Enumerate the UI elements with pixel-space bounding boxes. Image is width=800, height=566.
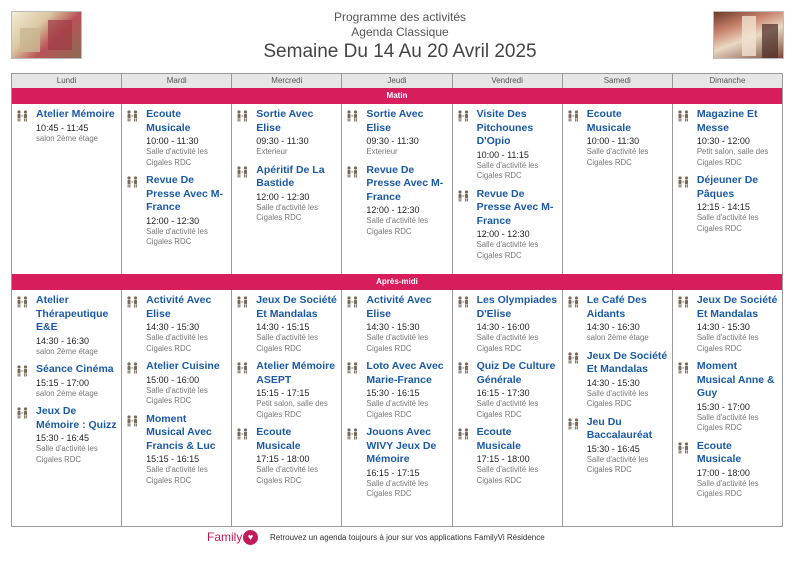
activity-item[interactable]	[346, 294, 447, 354]
activity-location: Exterieur	[366, 147, 398, 156]
heart-logo-icon: ♥	[243, 530, 258, 545]
activity-item[interactable]	[346, 360, 447, 420]
activity-title[interactable]: Magazine Et Messe	[696, 108, 758, 134]
activity-location: Salle d'activité les Cigales RDC	[476, 399, 539, 419]
activity-item[interactable]	[16, 405, 117, 465]
activity-title[interactable]: Revue De Presse Avec M-France	[366, 163, 444, 203]
activity-item[interactable]	[457, 108, 558, 182]
activity-time: 16:15 - 17:30	[476, 388, 530, 398]
activity-people-icon	[16, 296, 30, 357]
day-cell	[452, 290, 562, 526]
activity-time: 15:00 - 16:00	[146, 374, 200, 385]
activity-title[interactable]: Jeu Du Baccalauréat	[586, 415, 653, 441]
activity-people-icon	[677, 176, 691, 234]
activity-title[interactable]: Jeux De Société Et Mandalas	[256, 294, 337, 320]
activity-location: Salle d'activité les Cigales RDC	[696, 333, 759, 353]
activity-time: 10:00 - 11:30	[586, 136, 640, 146]
activity-people-icon	[677, 296, 691, 354]
activity-people-icon	[126, 176, 140, 248]
day-header: Jeudi	[341, 74, 451, 88]
activity-people-icon	[346, 362, 360, 420]
day-cell	[672, 104, 782, 274]
day-cell	[452, 104, 562, 274]
activity-location: Salle d'activité les Cigales RDC	[256, 465, 319, 485]
activity-location: salon 2ème étage	[36, 133, 98, 143]
activity-time: 09:30 - 11:30	[256, 136, 309, 146]
activity-location: Salle d'activité les Cigales RDC	[586, 147, 649, 167]
activity-item[interactable]	[567, 108, 668, 168]
activity-people-icon	[567, 352, 581, 410]
activity-title[interactable]: Atelier Cuisine	[146, 360, 220, 372]
activity-item[interactable]	[236, 426, 337, 486]
activity-people-icon	[236, 428, 250, 486]
activity-title[interactable]: Atelier Thérapeutique E&E	[36, 294, 109, 333]
activity-time: 10:00 - 11:15	[476, 149, 529, 160]
activity-title[interactable]: Moment Musical Anne & Guy	[696, 360, 775, 399]
day-header: Mercredi	[231, 74, 341, 88]
activity-people-icon	[236, 362, 250, 420]
activity-people-icon	[346, 428, 360, 500]
day-header: Vendredi	[452, 74, 562, 88]
day-header-row	[12, 74, 782, 88]
activity-time: 15:30 - 16:45	[36, 433, 90, 443]
activity-title[interactable]: Atelier Mémoire ASEPT	[256, 360, 336, 386]
activity-item[interactable]	[457, 360, 558, 420]
day-cell	[121, 104, 231, 274]
afternoon-row	[12, 290, 782, 526]
activity-item[interactable]	[346, 108, 447, 158]
activity-time: 15:15 - 17:00	[36, 377, 90, 388]
activity-time: 15:30 - 17:00	[696, 401, 750, 412]
week-title: Semaine Du 14 Au 20 Avril 2025	[263, 41, 537, 62]
activity-people-icon	[677, 442, 691, 500]
activity-time: 14:30 - 15:30	[146, 322, 200, 332]
activity-item[interactable]	[16, 108, 117, 144]
activity-location: Salle d'activité les Cigales RDC	[366, 216, 429, 236]
period-band-afternoon: Après-midi	[12, 274, 782, 290]
activity-item[interactable]	[236, 360, 337, 420]
activity-location: Salle d'activité les Cigales RDC	[586, 454, 649, 474]
activity-time: 14:30 - 15:15	[256, 322, 310, 332]
activity-location: Salle d'activité les Cigales RDC	[146, 333, 208, 353]
activity-location: Salle d'activité les Cigales RDC	[366, 399, 429, 419]
activity-title[interactable]: Activité Avec Elise	[366, 294, 432, 320]
activity-title[interactable]: Jouons Avec WIVY Jeux De Mémoire	[366, 426, 437, 465]
activity-item[interactable]	[126, 174, 227, 248]
activity-title[interactable]: Ecoute Musicale	[586, 108, 632, 134]
activity-people-icon	[236, 110, 250, 158]
day-cell	[672, 290, 782, 526]
activity-people-icon	[677, 362, 691, 434]
activity-time: 12:15 - 14:15	[696, 202, 750, 212]
activity-location: Salle d'activité les Cigales RDC	[146, 147, 208, 167]
activity-title[interactable]: Séance Cinéma	[36, 363, 114, 375]
activity-item[interactable]	[677, 174, 778, 234]
day-header: Mardi	[121, 74, 231, 88]
activity-title[interactable]: Déjeuner De Pâques	[696, 174, 759, 200]
activity-title[interactable]: Quiz De Culture Générale	[476, 360, 556, 386]
activity-people-icon	[567, 296, 581, 344]
activity-title[interactable]: Ecoute Musicale	[146, 108, 191, 134]
activity-item[interactable]	[677, 440, 778, 500]
day-cell	[562, 104, 672, 274]
activity-item[interactable]	[677, 108, 778, 168]
activity-people-icon	[126, 296, 140, 354]
activity-people-icon	[236, 166, 250, 224]
activity-time: 15:15 - 17:15	[256, 388, 310, 398]
activity-location: Salle d'activité les Cigales RDC	[256, 333, 319, 353]
activity-time: 15:30 - 16:15	[366, 388, 420, 398]
period-band-morning: Matin	[12, 88, 782, 104]
activity-location: Salle d'activité les Cigales RDC	[146, 385, 208, 405]
activity-time: 17:15 - 18:00	[476, 454, 530, 464]
activity-location: salon 2ème étage	[36, 346, 98, 356]
activity-time: 12:00 - 12:30	[256, 191, 310, 202]
activity-location: Exterieur	[256, 147, 288, 156]
activity-people-icon	[126, 362, 140, 407]
day-cell	[341, 290, 451, 526]
activity-time: 12:00 - 12:30	[146, 215, 200, 226]
activity-item[interactable]	[346, 164, 447, 238]
activity-title[interactable]: Jeux De Mémoire : Quizz	[36, 405, 117, 431]
activity-item[interactable]	[16, 363, 117, 399]
activity-time: 09:30 - 11:30	[366, 136, 419, 146]
day-cell	[341, 104, 451, 274]
activity-time: 14:30 - 16:30	[36, 335, 90, 346]
residence-photo-right	[713, 11, 784, 59]
activity-location: Salle d'activité les Cigales RDC	[146, 465, 208, 485]
activity-time: 14:30 - 15:30	[366, 322, 420, 332]
activity-location: Salle d'activité les Cigales RDC	[146, 226, 208, 246]
day-cell	[12, 104, 121, 274]
header-line1: Programme des activités	[333, 10, 467, 24]
activity-people-icon	[346, 296, 360, 354]
activity-title[interactable]: Activité Avec Elise	[146, 294, 212, 320]
activity-people-icon	[457, 190, 471, 262]
activity-item[interactable]	[567, 350, 668, 410]
activity-people-icon	[126, 415, 140, 487]
activity-item[interactable]	[346, 426, 447, 500]
activity-location: Petit salon, salle des Cigales RDC	[696, 147, 769, 167]
activity-time: 10:00 - 11:30	[146, 136, 199, 146]
activity-location: Salle d'activité les Cigales RDC	[366, 333, 429, 353]
activity-location: Salle d'activité les Cigales RDC	[586, 388, 649, 408]
activity-time: 17:15 - 18:00	[256, 454, 310, 464]
activity-title[interactable]: Ecoute Musicale	[476, 426, 521, 452]
activity-time: 10:45 - 11:45	[36, 122, 89, 133]
activity-people-icon	[16, 110, 30, 144]
activity-location: Salle d'activité les Cigales RDC	[696, 478, 759, 498]
activity-people-icon	[457, 296, 471, 354]
activity-time: 16:15 - 17:15	[366, 467, 420, 478]
activity-time: 15:15 - 16:15	[146, 454, 200, 464]
activity-people-icon	[346, 110, 360, 158]
activity-people-icon	[16, 365, 30, 399]
activity-item[interactable]	[457, 426, 558, 486]
activity-title[interactable]: Le Café Des Aidants	[586, 294, 647, 320]
day-cell	[12, 290, 121, 526]
morning-row	[12, 104, 782, 274]
activity-item[interactable]	[236, 294, 337, 354]
activity-title[interactable]: Ecoute Musicale	[696, 439, 742, 465]
activity-time: 12:00 - 12:30	[476, 229, 530, 239]
day-cell	[121, 290, 231, 526]
activity-people-icon	[16, 407, 30, 465]
activity-title[interactable]: Sortie Avec Elise	[366, 108, 424, 134]
activity-people-icon	[567, 418, 581, 476]
residence-photo-left	[11, 11, 82, 59]
activity-location: salon 2ème étage	[586, 333, 649, 342]
activity-location: Salle d'activité les Cigales RDC	[366, 478, 429, 498]
activity-location: Salle d'activité les Cigales RDC	[476, 240, 539, 260]
activity-item[interactable]	[126, 294, 227, 354]
day-cell	[231, 290, 341, 526]
activity-location: Salle d'activité les Cigales RDC	[696, 213, 759, 233]
activity-people-icon	[457, 362, 471, 420]
activity-people-icon	[236, 296, 250, 354]
day-cell	[231, 104, 341, 274]
activity-time: 14:30 - 16:30	[586, 322, 640, 332]
activity-title[interactable]: Moment Musical Avec Francis & Luc	[146, 412, 216, 452]
activity-item[interactable]	[457, 188, 558, 262]
activity-location: Petit salon, salle des Cigales RDC	[256, 399, 328, 419]
footer	[0, 530, 800, 548]
activity-people-icon	[457, 110, 471, 182]
activity-location: Salle d'activité les Cigales RDC	[696, 412, 759, 432]
activity-item[interactable]	[16, 294, 117, 357]
day-cell	[562, 290, 672, 526]
activity-location: Salle d'activité les Cigales RDC	[476, 465, 539, 485]
activity-title[interactable]: Loto Avec Avec Marie-France	[366, 360, 444, 386]
activity-title[interactable]: Revue De Presse Avec M-France	[476, 187, 554, 227]
activity-time: 17:00 - 18:00	[696, 467, 750, 478]
activity-item[interactable]	[126, 413, 227, 487]
weekly-calendar	[11, 73, 783, 527]
activity-item[interactable]	[126, 108, 227, 168]
activity-title[interactable]: Sortie Avec Elise	[256, 108, 314, 134]
activity-time: 14:30 - 15:30	[586, 377, 640, 388]
activity-people-icon	[567, 110, 581, 168]
activity-item[interactable]	[567, 416, 668, 476]
activity-item[interactable]	[567, 294, 668, 344]
day-header: Dimanche	[672, 74, 782, 88]
activity-item[interactable]	[677, 294, 778, 354]
footer-text: Retrouvez un agenda toujours à jour sur vos applications FamilyVi Résidence	[270, 533, 545, 542]
header-line2: Agenda Classique	[351, 25, 449, 39]
activity-title[interactable]: Ecoute Musicale	[256, 426, 301, 452]
day-header: Samedi	[562, 74, 672, 88]
activity-people-icon	[346, 166, 360, 238]
activity-time: 14:30 - 15:30	[696, 322, 750, 332]
activity-time: 12:00 - 12:30	[366, 205, 420, 215]
activity-title[interactable]: Jeux De Société Et Mandalas	[586, 349, 668, 375]
activity-item[interactable]	[236, 108, 337, 158]
activity-people-icon	[457, 428, 471, 486]
activity-time: 10:30 - 12:00	[696, 136, 750, 146]
activity-people-icon	[677, 110, 691, 168]
activity-title[interactable]: Visite Des Pitchounes D'Opio	[476, 108, 534, 147]
activity-people-icon	[126, 110, 140, 168]
day-header: Lundi	[56, 76, 77, 85]
activity-item[interactable]	[126, 360, 227, 407]
activity-item[interactable]	[457, 294, 558, 354]
activity-time: 15:30 - 16:45	[586, 443, 640, 454]
activity-location: Salle d'activité les Cigales RDC	[476, 333, 539, 353]
activity-item[interactable]	[236, 164, 337, 224]
activity-time: 14:30 - 16:00	[476, 322, 530, 332]
activity-location: Salle d'activité les Cigales RDC	[36, 444, 98, 464]
activity-title[interactable]: Apéritif De La Bastide	[256, 163, 325, 189]
activity-title[interactable]: Revue De Presse Avec M-France	[146, 174, 223, 213]
familyvi-logo: Family	[207, 530, 243, 544]
activity-location: salon 2ème étage	[36, 388, 98, 398]
activity-title[interactable]: Les Olympiades D'Elise	[476, 294, 558, 320]
activity-title[interactable]: Atelier Mémoire	[36, 108, 115, 120]
activity-title[interactable]: Jeux De Société Et Mandalas	[696, 294, 778, 320]
activity-item[interactable]	[677, 360, 778, 434]
activity-location: Salle d'activité les Cigales RDC	[476, 160, 539, 180]
activity-location: Salle d'activité les Cigales RDC	[256, 202, 319, 222]
